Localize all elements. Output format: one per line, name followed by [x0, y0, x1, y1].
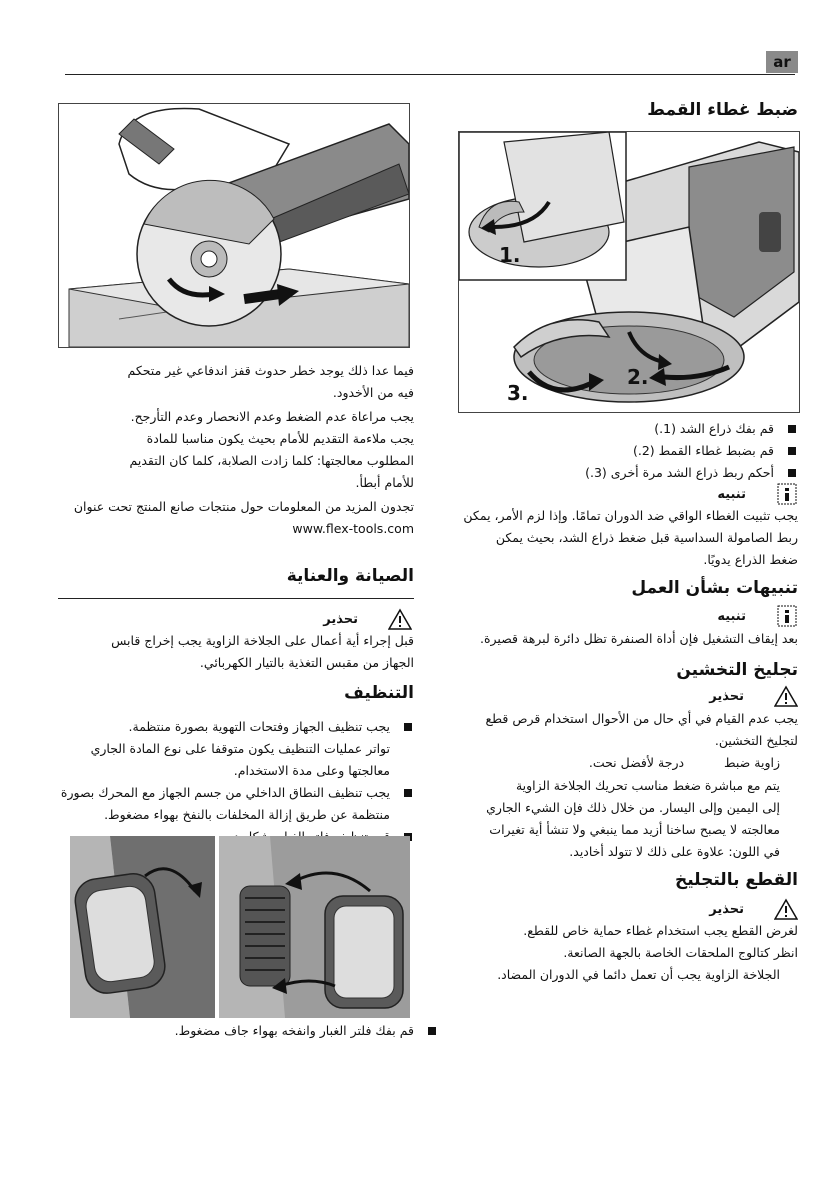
warning-3-text: [58, 630, 414, 674]
website-link[interactable]: www.flex-tools.com: [292, 521, 414, 536]
header-rule: [65, 74, 795, 75]
warning-2-line: انظر كتالوج الملحقات الخاصة بالجهة الصانعة.: [563, 945, 798, 960]
feed-line: المطلوب معالجتها: كلما زادت الصلابة، كلما كان التقديم: [129, 453, 414, 468]
fig-label-2: 2.: [627, 365, 649, 389]
info-icon: [776, 483, 798, 505]
continuation-text: [58, 360, 414, 404]
guard-adjust-title: ضبط غطاء القمط: [647, 100, 798, 120]
cleaning-item: يجب تنظيف النطاق الداخلي من جسم الجهاز مع المحرك بصورة: [58, 782, 414, 804]
cleaning-item-cont: منتظمة عن طريق إزالة المخلفات بالنفخ بهواء مضغوط.: [104, 807, 390, 822]
cutting-figure: [58, 103, 410, 348]
maintenance-rule: [58, 598, 414, 599]
fig-label-1: 1.: [499, 243, 521, 267]
warning-1-label: تحذير: [709, 688, 744, 704]
rough-line: معالجته لا يصبح ساخنا أزيد مما ينبغي ولا تنشأ أية تغيرات: [489, 822, 780, 837]
warning-1-line: لتجليخ التخشين.: [714, 733, 798, 748]
warning-triangle-icon: [774, 685, 798, 707]
warning-2-line: الجلاخة الزاوية يجب أن تعمل دائما في الدوران المضاد.: [497, 967, 780, 982]
angle-value: درجة لأفضل نحت.: [588, 755, 685, 770]
cont-line: فيما عدا ذلك يوجد خطر حدوث قفز اندفاعي غير متحكم: [127, 363, 414, 378]
feed-line: يجب مراعاة عدم الضغط وعدم الانحصار وعدم التأرجح.: [130, 409, 414, 424]
rough-line: إلى اليمين وإلى اليسار. من خلال ذلك فإن الشيء الجاري: [486, 800, 780, 815]
warning-2-text: [398, 920, 798, 986]
notice-2-text: بعد إيقاف التشغيل فإن أداة الصنفرة تظل دائرة لبرهة قصيرة.: [480, 631, 798, 646]
more-info-line: تجدون المزيد من المعلومات حول منتجات صانع المنتج تحت عنوان: [73, 499, 414, 514]
notice-2-label: تنبيه: [717, 608, 746, 624]
notice-1-line: يجب تثبيت الغطاء الواقي ضد الدوران تمامًا. وإذا لزم الأمر، يمكن: [463, 508, 798, 523]
cleaning-item-cont: تواتر عمليات التنظيف يكون متوقفا على نوع المادة الجاري: [90, 741, 390, 756]
rough-grinding-text: [400, 775, 780, 863]
notice-1-text: [398, 505, 798, 571]
angle-row: [400, 752, 780, 774]
info-icon: [776, 605, 798, 627]
angle-label: زاوية ضبط: [724, 755, 780, 770]
notice-1-label: تنبيه: [717, 486, 746, 502]
warning-2-line: لغرض القطع يجب استخدام غطاء حماية خاص للقطع.: [523, 923, 798, 938]
rough-line: في اللون: علاوة على ذلك لا تتولد أخاديد.: [569, 844, 780, 859]
notice-1-header: [717, 483, 798, 505]
warning-3-line: الجهاز من مقبس التغذية بالتيار الكهربائي.: [199, 655, 414, 670]
cut-grinding-title: القطع بالتجليخ: [674, 870, 798, 890]
dust-filter-figure: [70, 836, 410, 1018]
cont-line: فيه من الأخدود.: [332, 385, 414, 400]
notice-2-header: [717, 605, 798, 627]
cleaning-item-cont: معالجتها وعلى مدة الاستخدام.: [233, 763, 390, 778]
warning-1-text: [398, 708, 798, 752]
feed-text: [58, 406, 414, 494]
warning-3-line: قبل إجراء أية أعمال على الجلاخة الزاوية يجب إخراج قابس: [111, 633, 414, 648]
cleaning-title: التنظيف: [344, 683, 414, 703]
cleaning-item: يجب تنظيف الجهاز وفتحات التهوية بصورة منتظمة.: [58, 716, 414, 738]
notice-1-line: ضغط الذراع يدويًا.: [703, 552, 798, 567]
warning-2-header: [709, 898, 798, 920]
guard-steps-list: [418, 418, 798, 484]
filter-caption: قم بفك فلتر الغبار وانفخه بهواء جاف مضغوط.: [58, 1020, 438, 1042]
warning-3-label: تحذير: [323, 611, 358, 627]
feed-line: يجب ملاءمة التقديم للأمام بحيث يكون مناسبا للمادة: [146, 431, 414, 446]
warning-2-label: تحذير: [709, 901, 744, 917]
more-info-text: [58, 496, 414, 540]
guard-step: أحكم ربط ذراع الشد مرة أخرى (3.): [418, 462, 798, 484]
maintenance-title: الصيانة والعناية: [286, 566, 414, 586]
rough-grinding-title: تجليخ التخشين: [676, 660, 798, 680]
warning-1-header: [709, 685, 798, 707]
warning-1-line: يجب عدم القيام في أي حال من الأحوال استخدام قرص قطع: [485, 711, 798, 726]
language-badge: ar: [766, 51, 798, 73]
cleaning-list: [58, 716, 414, 848]
work-notes-title: تنبيهات بشأن العمل: [631, 578, 798, 598]
fig-label-3: 3.: [507, 381, 529, 405]
warning-triangle-icon: [774, 898, 798, 920]
rough-line: يتم مع مباشرة ضغط مناسب تحريك الجلاخة الزاوية: [515, 778, 780, 793]
notice-1-line: ربط الصامولة السداسية قبل ضغط ذراع الشد، بحيث يمكن: [495, 530, 798, 545]
guard-step: قم بفك ذراع الشد (1.): [418, 418, 798, 440]
warning-3-header: [323, 608, 412, 630]
warning-triangle-icon: [388, 608, 412, 630]
feed-line: للأمام أبطأ.: [355, 475, 414, 490]
guard-adjust-figure: [458, 131, 800, 413]
guard-step: قم بضبط غطاء القمط (2.): [418, 440, 798, 462]
